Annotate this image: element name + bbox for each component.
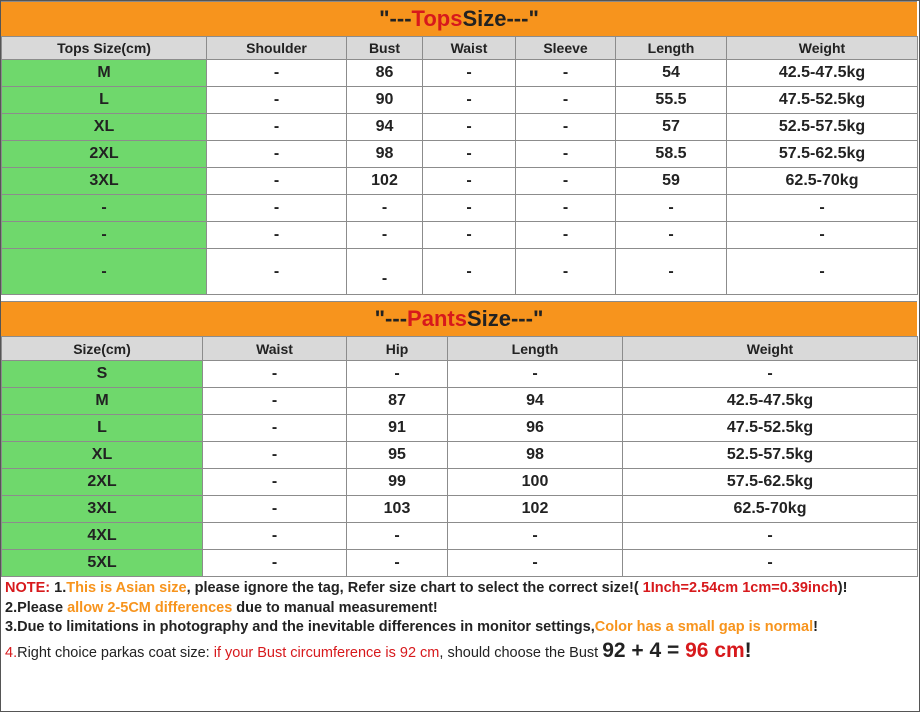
tops-banner-highlight: Tops: [411, 6, 463, 31]
table-cell: -: [727, 195, 918, 222]
table-cell: 57.5-62.5kg: [623, 469, 918, 496]
note-text: !: [813, 619, 818, 635]
table-cell: -: [516, 222, 616, 249]
table-cell: 94: [347, 114, 423, 141]
tops-banner-pre: "---: [379, 6, 412, 31]
tops-header-sleeve: Sleeve: [516, 37, 616, 60]
table-cell: -: [727, 249, 918, 295]
table-cell: -: [623, 523, 918, 550]
pants-banner-highlight: Pants: [407, 306, 467, 331]
table-row: [2, 168, 918, 195]
table-cell: 98: [347, 141, 423, 168]
table-cell: -: [203, 550, 347, 577]
table-row: [2, 87, 918, 114]
table-cell: -: [448, 550, 623, 577]
table-cell: 52.5-57.5kg: [623, 442, 918, 469]
table-cell: -: [347, 195, 423, 222]
table-cell: 42.5-47.5kg: [727, 60, 918, 87]
table-cell: -: [347, 550, 448, 577]
note-text: , please ignore the tag, Refer size chart to select the correct size!(: [186, 580, 643, 596]
note-3: [5, 618, 915, 638]
note-text: due to manual measurement!: [232, 599, 438, 616]
note-label: NOTE:: [5, 580, 51, 596]
size-cell: 5XL: [2, 550, 203, 577]
table-row: [2, 249, 918, 295]
table-cell: -: [616, 249, 727, 295]
note-text: , should choose the Bust: [439, 644, 603, 661]
tops-size-table: [1, 36, 918, 295]
table-cell: -: [423, 249, 516, 295]
size-cell: -: [2, 249, 207, 295]
note-text: 4.: [5, 644, 18, 661]
table-cell: 54: [616, 60, 727, 87]
tops-header-size: Tops Size(cm): [2, 37, 207, 60]
size-notes: [1, 579, 915, 663]
note-result: 96 cm: [685, 638, 745, 662]
size-cell: 2XL: [2, 469, 203, 496]
table-cell: -: [423, 222, 516, 249]
table-cell: -: [423, 195, 516, 222]
pants-size-table: [1, 336, 918, 577]
note-4: [5, 638, 915, 664]
table-cell: 57: [616, 114, 727, 141]
pants-header-length: Length: [448, 337, 623, 361]
size-cell: L: [2, 415, 203, 442]
pants-header-hip: Hip: [347, 337, 448, 361]
note-equation: 92 + 4 =: [602, 638, 686, 662]
pants-header-row: [2, 337, 918, 361]
table-cell: -: [203, 388, 347, 415]
table-cell: -: [423, 141, 516, 168]
table-row: [2, 415, 918, 442]
table-row: [2, 141, 918, 168]
table-cell: 96: [448, 415, 623, 442]
table-cell: 57.5-62.5kg: [727, 141, 918, 168]
table-cell: -: [347, 361, 448, 388]
table-cell: 94: [448, 388, 623, 415]
table-cell: -: [516, 168, 616, 195]
table-row: [2, 442, 918, 469]
table-cell: -: [207, 87, 347, 114]
size-cell: L: [2, 87, 207, 114]
note-2: [5, 599, 915, 619]
size-cell: -: [2, 195, 207, 222]
table-cell: -: [727, 222, 918, 249]
table-cell: -: [448, 361, 623, 388]
table-cell: -: [207, 249, 347, 295]
size-cell: 4XL: [2, 523, 203, 550]
table-row: [2, 388, 918, 415]
size-cell: 3XL: [2, 168, 207, 195]
table-cell: -: [616, 222, 727, 249]
table-cell: -: [207, 168, 347, 195]
table-cell: 95: [347, 442, 448, 469]
table-cell: 59: [616, 168, 727, 195]
table-cell: -: [347, 523, 448, 550]
size-cell: 2XL: [2, 141, 207, 168]
pants-banner-pre: "---: [374, 306, 408, 331]
size-cell: -: [2, 222, 207, 249]
note-text: 3.Due to limitations in photography and the inevitable differences in monitor settings,: [5, 619, 595, 635]
table-row: [2, 469, 918, 496]
table-row: [2, 114, 918, 141]
table-cell: 100: [448, 469, 623, 496]
note-text: 2.Please: [5, 599, 68, 616]
table-cell: 42.5-47.5kg: [623, 388, 918, 415]
size-cell: 3XL: [2, 496, 203, 523]
table-cell: 58.5: [616, 141, 727, 168]
table-row: [2, 222, 918, 249]
table-row: [2, 60, 918, 87]
table-cell: -: [207, 195, 347, 222]
table-cell: -: [448, 523, 623, 550]
table-row: [2, 550, 918, 577]
table-cell: 47.5-52.5kg: [727, 87, 918, 114]
table-cell: -: [207, 60, 347, 87]
table-cell: -: [203, 469, 347, 496]
table-cell: 102: [347, 168, 423, 195]
table-cell: -: [203, 415, 347, 442]
pants-banner: [1, 301, 917, 337]
table-cell: -: [516, 141, 616, 168]
note-highlight: allow 2-5CM differences: [67, 599, 233, 616]
tops-banner-post: Size---": [462, 6, 539, 31]
pants-header-size: Size(cm): [2, 337, 203, 361]
table-cell: -: [516, 114, 616, 141]
note-highlight: This is Asian size: [66, 580, 187, 596]
table-cell: -: [423, 60, 516, 87]
note-text: !: [744, 638, 752, 662]
table-cell: 62.5-70kg: [727, 168, 918, 195]
table-cell: 98: [448, 442, 623, 469]
size-cell: M: [2, 60, 207, 87]
table-cell: -: [623, 361, 918, 388]
table-cell: -: [516, 195, 616, 222]
table-row: [2, 523, 918, 550]
size-cell: S: [2, 361, 203, 388]
note-highlight: Color has a small gap is normal: [594, 619, 814, 635]
table-cell: -: [207, 141, 347, 168]
table-cell: -: [203, 496, 347, 523]
table-cell: -: [423, 168, 516, 195]
table-cell: -: [207, 114, 347, 141]
table-cell: 90: [347, 87, 423, 114]
note-text: 1.: [50, 580, 67, 596]
table-cell: 86: [347, 60, 423, 87]
size-cell: XL: [2, 114, 207, 141]
pants-header-weight: Weight: [623, 337, 918, 361]
table-cell: 55.5: [616, 87, 727, 114]
pants-banner-post: Size---": [466, 306, 544, 331]
table-cell: 99: [347, 469, 448, 496]
table-cell: -: [423, 87, 516, 114]
table-cell: 102: [448, 496, 623, 523]
tops-header-length: Length: [616, 37, 727, 60]
tops-header-row: [2, 37, 918, 60]
note-text: )!: [837, 580, 848, 596]
tops-header-weight: Weight: [727, 37, 918, 60]
table-cell: -: [207, 222, 347, 249]
table-cell: -: [516, 249, 616, 295]
size-cell: M: [2, 388, 203, 415]
tops-header-shoulder: Shoulder: [207, 37, 347, 60]
note-highlight: 1Inch=2.54cm 1cm=0.39inch: [642, 580, 838, 596]
table-row: [2, 496, 918, 523]
table-cell: -: [347, 222, 423, 249]
table-cell: -: [516, 87, 616, 114]
table-cell: -: [203, 442, 347, 469]
table-cell: 91: [347, 415, 448, 442]
table-cell: 52.5-57.5kg: [727, 114, 918, 141]
table-cell: -: [516, 60, 616, 87]
note-1: [5, 579, 915, 599]
table-cell: 47.5-52.5kg: [623, 415, 918, 442]
table-cell: -: [423, 114, 516, 141]
note-text: Right choice parkas coat size:: [17, 644, 214, 661]
tops-header-bust: Bust: [347, 37, 423, 60]
table-cell: 87: [347, 388, 448, 415]
table-cell: -: [616, 195, 727, 222]
table-row: [2, 195, 918, 222]
table-cell: -: [623, 550, 918, 577]
note-highlight: if your Bust circumference is 92 cm: [213, 644, 440, 661]
table-cell: 62.5-70kg: [623, 496, 918, 523]
size-cell: XL: [2, 442, 203, 469]
table-cell: -: [347, 249, 423, 295]
table-cell: 103: [347, 496, 448, 523]
tops-header-waist: Waist: [423, 37, 516, 60]
table-row: [2, 361, 918, 388]
tops-banner: [1, 1, 917, 37]
pants-header-waist: Waist: [203, 337, 347, 361]
table-cell: -: [203, 523, 347, 550]
table-cell: -: [203, 361, 347, 388]
